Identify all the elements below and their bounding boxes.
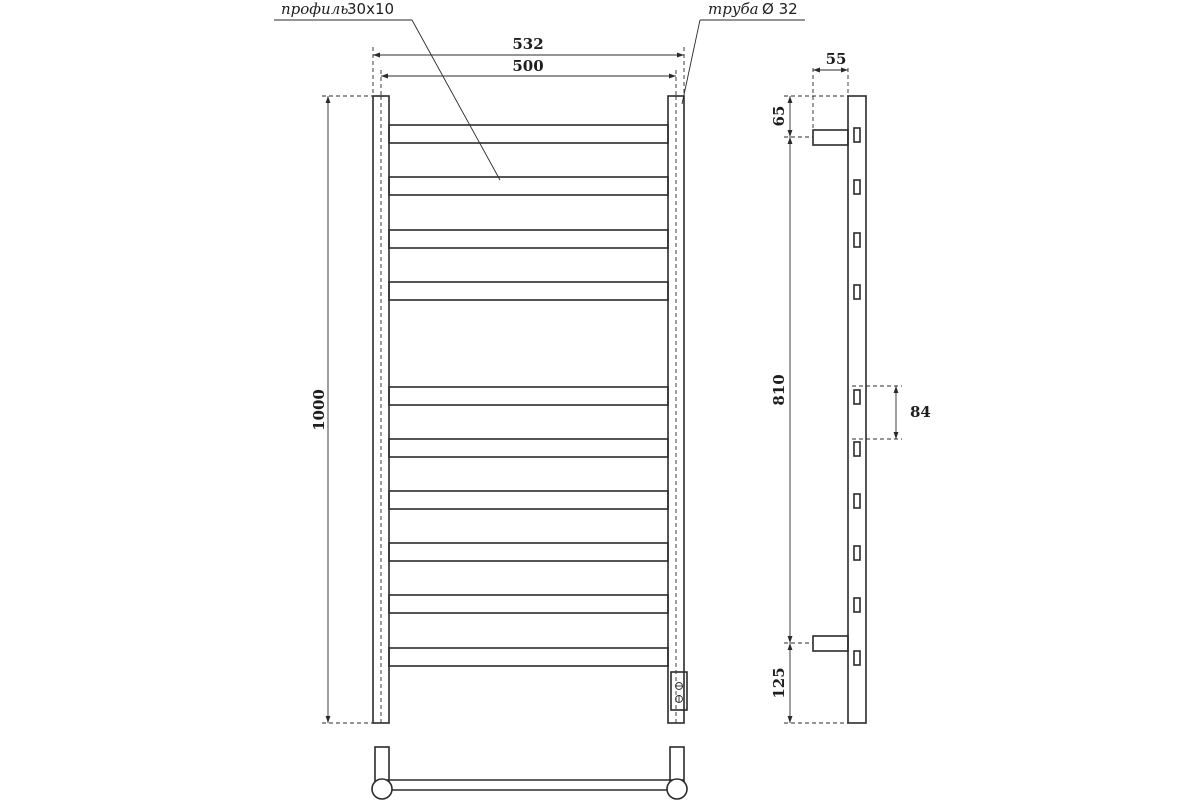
inner-width-label: 500: [512, 57, 544, 75]
rung-slot-5: [854, 390, 860, 404]
rung-slot-1: [854, 128, 860, 142]
rung-9: [389, 595, 668, 613]
pipe-value: Ø 32: [762, 0, 798, 18]
left-wall-bracket: [375, 747, 389, 783]
rung-slot-3: [854, 233, 860, 247]
rung-7: [389, 491, 668, 509]
bottom-mount-label: 125: [770, 667, 788, 699]
left-post-section: [372, 779, 392, 799]
height-label: 1000: [310, 389, 328, 431]
rung-5: [389, 387, 668, 405]
rung-slot-4: [854, 285, 860, 299]
outer-width-label: 532: [512, 35, 544, 53]
side-view: [813, 96, 866, 723]
rung-gap-label: 84: [910, 403, 931, 421]
pipe-label: труба: [708, 0, 759, 18]
profile-leader: [412, 20, 500, 180]
rung-slots: [854, 128, 860, 665]
dimension-lines: [322, 47, 902, 723]
rung-6: [389, 439, 668, 457]
mount-spacing-label: 810: [770, 374, 788, 406]
right-wall-bracket: [670, 747, 684, 783]
rung-slot-9: [854, 598, 860, 612]
rung-slot-2: [854, 180, 860, 194]
profile-value: 30x10: [347, 0, 395, 18]
rung-2: [389, 177, 668, 195]
side-post: [848, 96, 866, 723]
rung-slot-6: [854, 442, 860, 456]
rung-8: [389, 543, 668, 561]
bottom-view: [372, 747, 687, 799]
profile-label: профиль: [281, 0, 349, 18]
right-post-section: [667, 779, 687, 799]
pipe-leader: [682, 20, 700, 104]
rung-4: [389, 282, 668, 300]
rung-slot-7: [854, 494, 860, 508]
wall-offset-label: 55: [825, 50, 847, 68]
rung-3: [389, 230, 668, 248]
top-mount-label: 65: [770, 105, 788, 127]
rungs: [389, 125, 668, 666]
front-view: [373, 96, 687, 723]
bottom-wall-mount: [813, 636, 848, 651]
top-wall-mount: [813, 130, 848, 145]
rung-slot-10: [854, 651, 860, 665]
rung-10: [389, 648, 668, 666]
rung-slot-8: [854, 546, 860, 560]
rung-1: [389, 125, 668, 143]
